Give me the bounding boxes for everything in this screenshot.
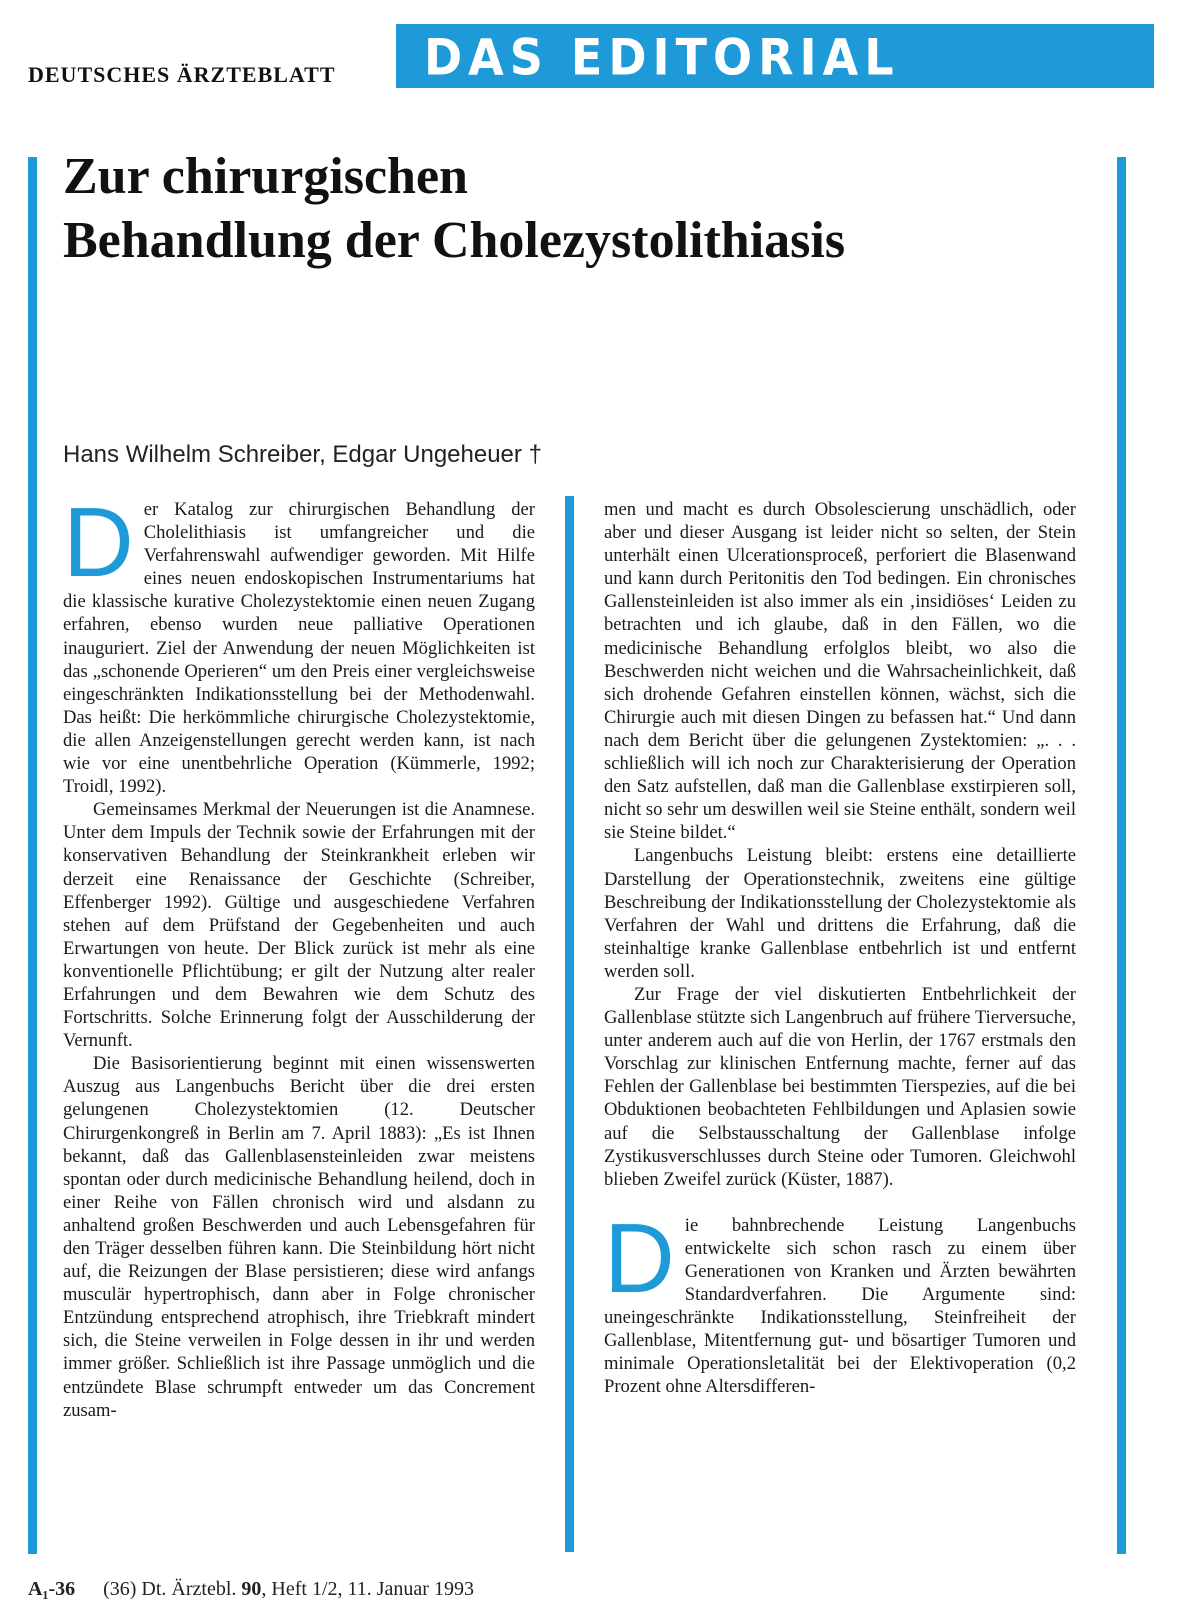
left-column xyxy=(63,487,535,1422)
drop-cap: D xyxy=(63,487,134,597)
section-title: DAS EDITORIAL xyxy=(424,28,900,87)
citation-suffix: , Heft 1/2, 11. Januar 1993 xyxy=(261,1578,474,1600)
paragraph: Die Basisorientierung beginnt mit einen wissenswerten Auszug aus Langenbuchs Bericht über die drei ersten gelungenen Cholezystektomien (12. Deutscher Chirurgenkongreß in Berlin am 7. April 1883): „Es ist Ihnen bekannt, daß das Gallenblasensteinleiden zwar meistens spontan oder durch medicinische Behandlung heilend, doch in einer Reihe von Fällen chronisch wird und alsdann zu anhaltend großen Beschwerden und auch Lebensgefahren für den Träger desselben führen kann. Die Steinbildung hört nicht auf, die Reizungen der Blase persistieren; diese wird anfangs musculär hypertrophisch, dann aber in Folge chronischer Entzündung entsprechend atrophisch, ihre Triebkraft mindert sich, die Steine verweilen in Folge dessen in ihr und werden immer größer. Schließlich ist ihre Passage unmöglich und die entzündete Blase schrumpft entweder um das Concrement zusam- xyxy=(63,1053,535,1421)
article-title xyxy=(63,145,1103,273)
paragraph: Gemeinsames Merkmal der Neuerungen ist die Anamnese. Unter dem Impuls der Technik sowie der Erfahrungen mit der konservativen Behandlung der Steinkrankheit erleben wir derzeit eine Renaissance der Geschichte (Schreiber, Effenberger 1992). Gültige und ausgeschiedene Verfahren stehen auf dem Prüfstand der Gegebenheiten und auch Erwartungen von heute. Der Blick zurück ist mehr als eine konventionelle Pflichtübung; er gilt der Nutzung alter realer Erfahrungen und dem Bewahren wie dem Schutz des Fortschritts. Solche Erinnerung folgt der Ausschilderung der Vernunft. xyxy=(63,799,535,1052)
journal-name: DEUTSCHES ÄRZTEBLATT xyxy=(28,62,336,87)
right-accent-rule xyxy=(1117,157,1126,1554)
paragraph: men und macht es durch Obsolescierung unschädlich, oder aber und dieser Ausgang ist leider nicht so selten, der Stein unterhält einen Ulcerationsproceß, perforiert die Blasenwand und kann durch Peritonitis den Tod bedingen. Ein chronisches Gallensteinleiden ist also immer als ein ‚insidiöses‘ Leiden zu betrachten und ich glaube, daß in den Fällen, wo die medicinische Behandlung erfolglos bleibt, wo also die Beschwerden nicht weichen und die Wahrsacheinlichkeit, daß sich drohende Gefahren einstellen können, wächst, sich die Chirurgie auch mit diesen Dingen zu befassen hat.“ Und dann nach dem Bericht über die gelungenen Zystektomien: „. . . schließlich will ich noch zur Charakterisierung der Operation den Satz aufstellen, daß man die Gallenblase exstirpieren soll, nicht so sehr um deswillen weil sie Steine enthält, sondern weil sie Steine bildet.“ xyxy=(604,499,1076,844)
page-footer xyxy=(28,1578,474,1601)
page-number: A₁-36 xyxy=(28,1578,76,1600)
paragraph xyxy=(63,487,535,798)
paragraph-text: er Katalog zur chirurgischen Behandlung der Cholelithiasis ist umfangreicher und die Verfahrenswahl aufwendiger geworden. Mit Hilfe eines neuen endoskopischen Instrumentariums hat die klassische kurative Cholezystektomie einen neuen Zugang erfahren, ebenso wurden neue palliative Operationen inauguriert. Ziel der Anwendung der neuen Möglichkeiten ist das „schonende Operieren“ um den Preis einer vergleichsweise eingeschränkten Indikationsstellung bei der Methodenwahl. Das heißt: Die herkömmliche chirurgische Cholezystektomie, die allen Anzeigenstellungen gerecht werden kann, ist nach wie vor eine unentbehrliche Operation (Kümmerle, 1992; Troidl, 1992). xyxy=(63,499,535,798)
paragraph xyxy=(604,1202,1076,1399)
citation-prefix: (36) Dt. Ärztebl. xyxy=(103,1578,242,1600)
volume-number: 90 xyxy=(241,1578,262,1600)
left-accent-rule xyxy=(28,157,37,1554)
title-line-1: Zur chirurgischen xyxy=(63,148,468,205)
column-divider xyxy=(565,496,574,1552)
section-banner xyxy=(396,24,1154,88)
title-line-2: Behandlung der Cholezystolithiasis xyxy=(63,212,846,269)
drop-cap: D xyxy=(604,1202,675,1313)
paragraph: Langenbuchs Leistung bleibt: erstens eine detaillierte Darstellung der Operationstechnik, zweitens eine gültige Beschreibung der Indikationsstellung der Cholezystektomie als Verfahren der Wahl und drittens die Erfahrung, daß die steinhaltige kranke Gallenblase entbehrlich ist und entfernt werden soll. xyxy=(604,845,1076,982)
paragraph-text: ie bahnbrechende Leistung Langenbuchs entwickelte sich schon rasch zu einem über Generationen von Kranken und Ärzten bewährten Standardverfahren. Die Argumente sind: uneingeschränkte Indikationsstellung, Steinfreiheit der Gallenblase, Mitentfernung gut- und bösartiger Tumoren und minimale Operationsletalität bei der Elektivoperation (0,2 Prozent ohne Altersdifferen- xyxy=(604,1214,1076,1398)
paragraph: Zur Frage der viel diskutierten Entbehrlichkeit der Gallenblase stützte sich Langenbruch auf frühere Tierversuche, unter anderem auch auf die von Herlin, der 1767 erstmals den Vorschlag zur klinischen Entfernung machte, ferner auf das Fehlen der Gallenblase bei bestimmten Tierspezies, auf die bei Obduktionen beobachteten Fehlbildungen und Aplasien sowie auf die Selbstausschaltung der Gallenblase infolge Zystikusverschlusses durch Steine oder Tumoren. Gleichwohl blieben Zweifel zurück (Küster, 1887). xyxy=(604,983,1076,1190)
article-authors: Hans Wilhelm Schreiber, Edgar Ungeheuer † xyxy=(63,441,542,468)
right-column xyxy=(604,498,1076,1399)
